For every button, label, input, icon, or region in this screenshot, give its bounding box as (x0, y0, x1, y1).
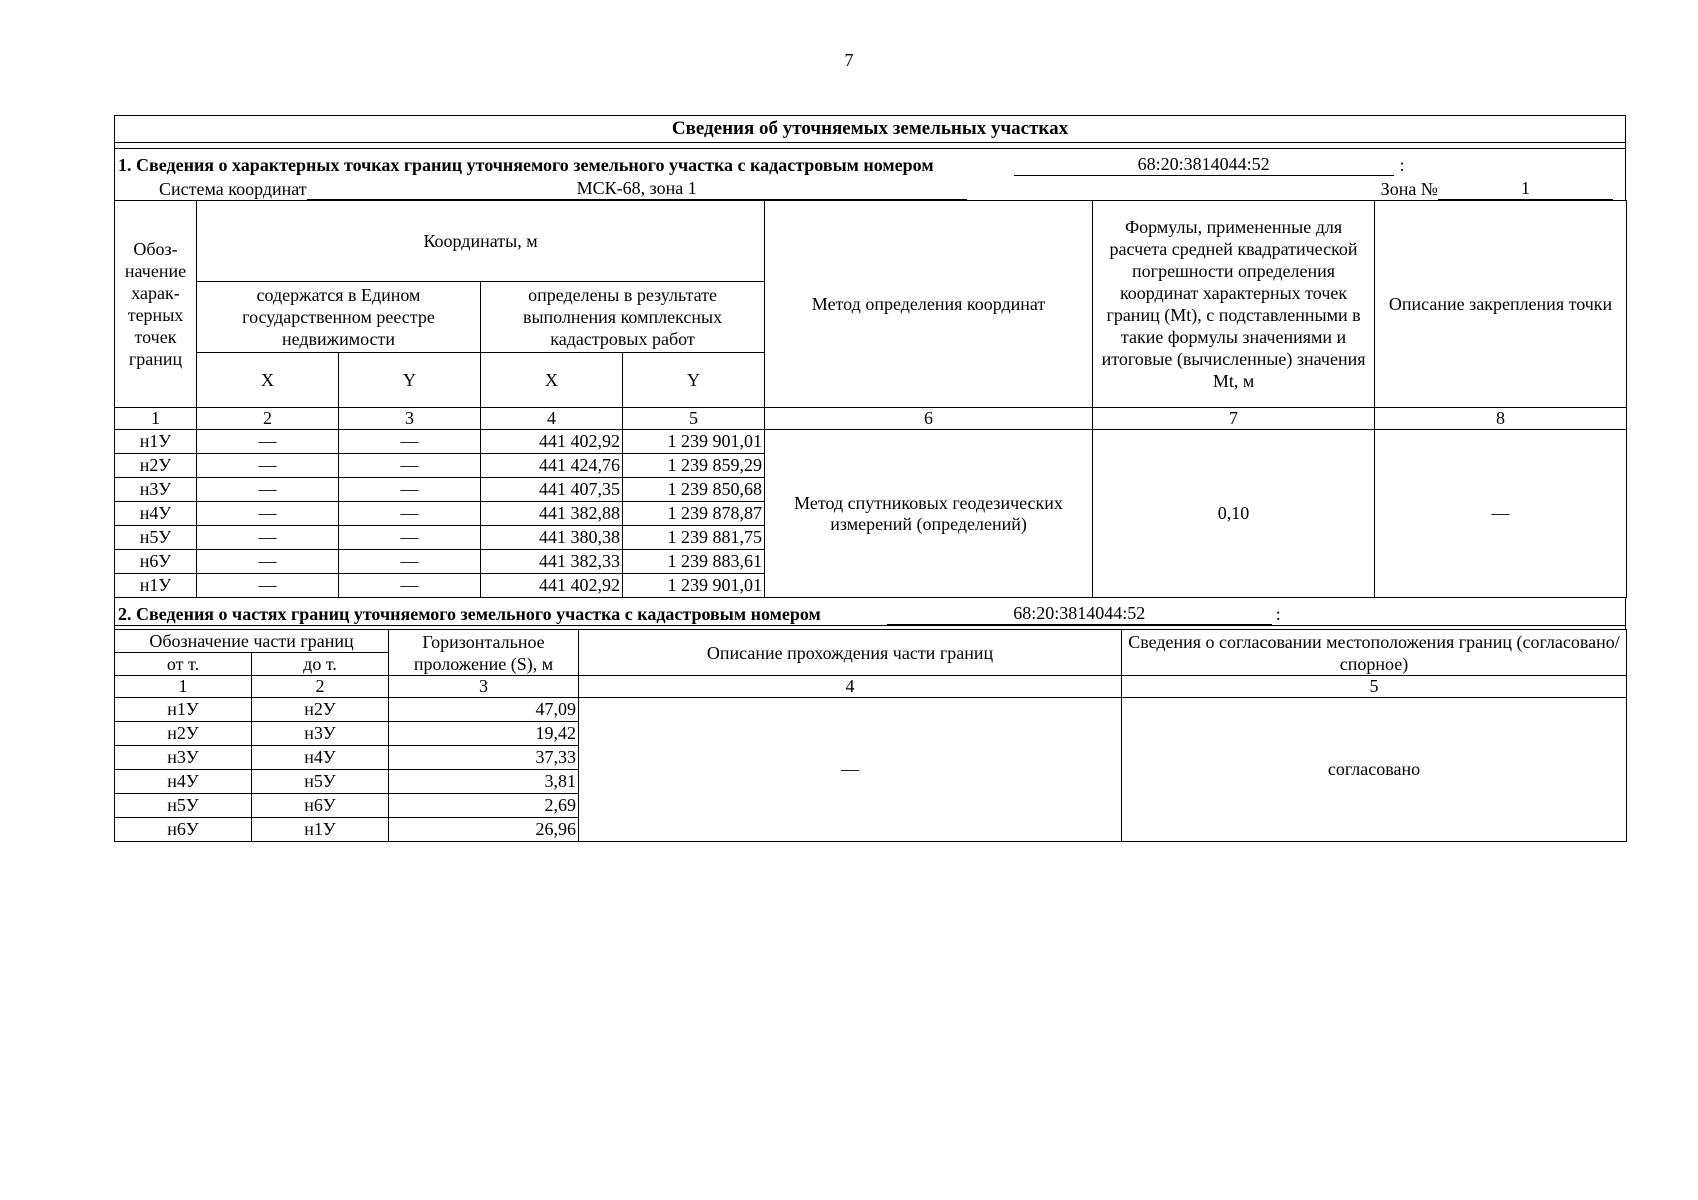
section2-heading: 2. Сведения о частях границ уточняемого земельного участка с кадастровым номером (118, 604, 821, 624)
to-point: н6У (252, 794, 389, 818)
header-fixing: Описание закрепления точки (1375, 201, 1627, 408)
y-egrn: — (339, 478, 481, 502)
x-egrn: — (197, 454, 339, 478)
header-x-egrn: X (197, 353, 339, 408)
y-value: 1 239 878,87 (623, 502, 765, 526)
header-method: Метод определения координат (765, 201, 1093, 408)
from-point: н3У (115, 746, 252, 770)
x-value: 441 402,92 (481, 574, 623, 598)
header-y-egrn: Y (339, 353, 481, 408)
column-number: 7 (1093, 408, 1375, 430)
header-x: X (481, 353, 623, 408)
zone-value: 1 (1438, 178, 1613, 200)
to-point: н2У (252, 698, 389, 722)
header-to: до т. (252, 653, 389, 676)
coord-system-label: Система координат (159, 179, 307, 199)
section1-heading-line (114, 152, 1626, 176)
column-number: 3 (339, 408, 481, 430)
y-value: 1 239 859,29 (623, 454, 765, 478)
y-value: 1 239 901,01 (623, 574, 765, 598)
agreement-value: согласовано (1122, 698, 1627, 842)
point-name: н6У (115, 550, 197, 574)
column-number: 8 (1375, 408, 1627, 430)
x-value: 441 407,35 (481, 478, 623, 502)
length-value: 37,33 (389, 746, 579, 770)
column-number: 3 (389, 676, 579, 698)
to-point: н3У (252, 722, 389, 746)
point-name: н3У (115, 478, 197, 502)
column-number: 2 (252, 676, 389, 698)
header-description: Описание прохождения части границ (579, 630, 1122, 676)
x-egrn: — (197, 430, 339, 454)
column-number: 5 (623, 408, 765, 430)
column-numbers-row (115, 676, 1627, 698)
column-number: 4 (579, 676, 1122, 698)
to-point: н5У (252, 770, 389, 794)
from-point: н6У (115, 818, 252, 842)
length-value: 2,69 (389, 794, 579, 818)
column-number: 5 (1122, 676, 1627, 698)
header-coordinates: Координаты, м (197, 201, 765, 282)
fixing-value: — (1375, 430, 1627, 598)
x-egrn: — (197, 526, 339, 550)
form-title: Сведения об уточняемых земельных участках (114, 115, 1626, 143)
header-designation: Обоз-начение харак-терных точек границ (115, 201, 197, 408)
x-value: 441 382,88 (481, 502, 623, 526)
document-form (114, 115, 1626, 842)
column-number: 2 (197, 408, 339, 430)
length-value: 47,09 (389, 698, 579, 722)
length-value: 26,96 (389, 818, 579, 842)
boundary-parts-table (114, 629, 1627, 842)
points-table (114, 200, 1627, 598)
x-egrn: — (197, 574, 339, 598)
x-egrn: — (197, 550, 339, 574)
point-name: н1У (115, 430, 197, 454)
method-value: Метод спутниковых геодезических измерений (определений) (765, 430, 1093, 598)
section1-cadastral-number: 68:20:3814044:52 (1014, 154, 1394, 176)
length-value: 19,42 (389, 722, 579, 746)
x-value: 441 424,76 (481, 454, 623, 478)
point-name: н2У (115, 454, 197, 478)
point-name: н5У (115, 526, 197, 550)
from-point: н5У (115, 794, 252, 818)
column-numbers-row (115, 408, 1627, 430)
header-from: от т. (115, 653, 252, 676)
coord-system-line (114, 176, 1626, 200)
y-value: 1 239 881,75 (623, 526, 765, 550)
header-formulas: Формулы, примененные для расчета средней квадратической погрешности определения координат характерных точек границ (Mt), с подставленными в такие формулы значениями и итоговые (вычисленные) значения Mt, м (1093, 201, 1375, 408)
column-number: 4 (481, 408, 623, 430)
y-egrn: — (339, 430, 481, 454)
y-value: 1 239 883,61 (623, 550, 765, 574)
x-egrn: — (197, 502, 339, 526)
section1-heading: 1. Сведения о характерных точках границ уточняемого земельного участка с кадастровым номером (118, 155, 934, 175)
column-number: 6 (765, 408, 1093, 430)
x-value: 441 382,33 (481, 550, 623, 574)
section2-colon: : (1275, 604, 1281, 624)
mt-value: 0,10 (1093, 430, 1375, 598)
from-point: н4У (115, 770, 252, 794)
table-row (115, 430, 1627, 454)
header-egrn: содержатся в Едином государственном реестре недвижимости (197, 282, 481, 353)
section2-cadastral-number: 68:20:3814044:52 (887, 603, 1272, 625)
table-row (115, 698, 1627, 722)
description-value: — (579, 698, 1122, 842)
column-number: 1 (115, 408, 197, 430)
to-point: н1У (252, 818, 389, 842)
column-number: 1 (115, 676, 252, 698)
x-value: 441 402,92 (481, 430, 623, 454)
y-egrn: — (339, 502, 481, 526)
point-name: н4У (115, 502, 197, 526)
header-complex: определены в результате выполнения комплексных кадастровых работ (481, 282, 765, 353)
length-value: 3,81 (389, 770, 579, 794)
header-length: Горизонтальное проложение (S), м (389, 630, 579, 676)
y-egrn: — (339, 550, 481, 574)
coord-system-value: МСК-68, зона 1 (307, 178, 967, 200)
from-point: н1У (115, 698, 252, 722)
y-value: 1 239 850,68 (623, 478, 765, 502)
section2-heading-line (114, 598, 1626, 625)
x-value: 441 380,38 (481, 526, 623, 550)
header-part-designation: Обозначение части границ (115, 630, 389, 653)
y-egrn: — (339, 526, 481, 550)
x-egrn: — (197, 478, 339, 502)
page-number: 7 (844, 50, 854, 70)
y-value: 1 239 901,01 (623, 430, 765, 454)
from-point: н2У (115, 722, 252, 746)
to-point: н4У (252, 746, 389, 770)
header-y: Y (623, 353, 765, 408)
point-name: н1У (115, 574, 197, 598)
y-egrn: — (339, 454, 481, 478)
y-egrn: — (339, 574, 481, 598)
zone-label: Зона № (1380, 179, 1438, 199)
section1-colon: : (1399, 155, 1405, 175)
header-agreement: Сведения о согласовании местоположения границ (согласовано/спорное) (1122, 630, 1627, 676)
